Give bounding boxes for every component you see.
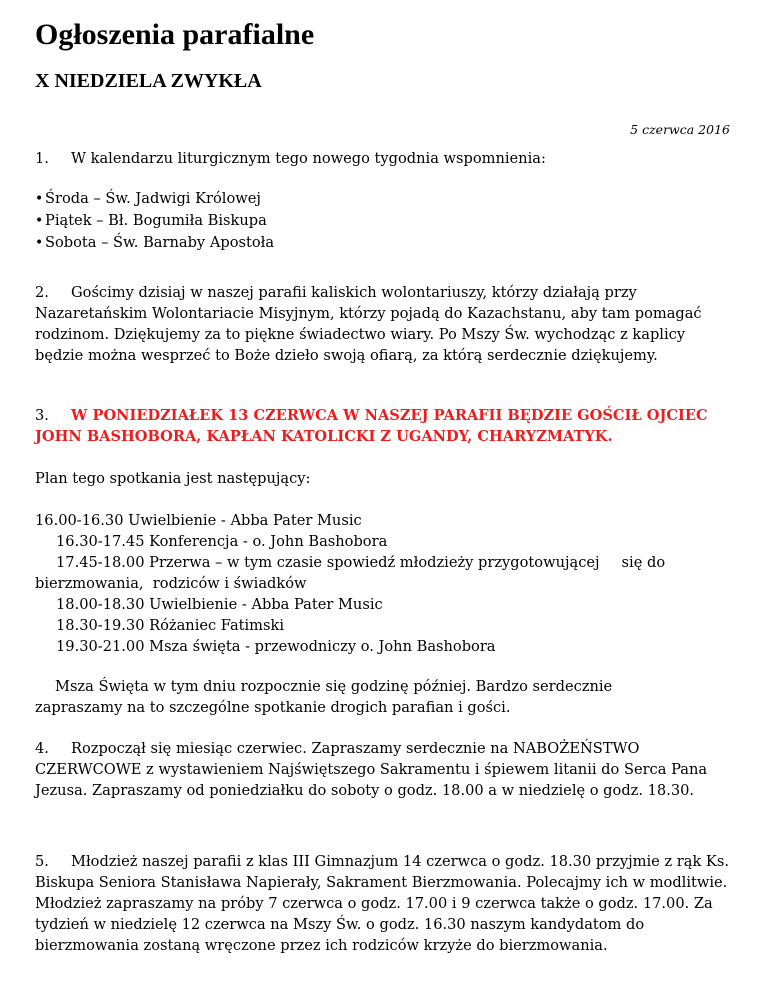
closing-note: Msza Święta w tym dniu rozpocznie się godzinę później. Bardzo serdecznie zapraszamy na to szczególne spotkanie drogich parafian i gości. — [35, 678, 613, 716]
announcement-5: 5. Młodzież naszej parafii z klas III Gimnazjum 14 czerwca o godz. 18.30 przyjmie z rąk Ks. Biskupa Seniora Stanisława Napierały, Sakrament Bierzmowania. Polecajmy ich w modlitwie. Młodzież zapraszamy na próby 7 czerwca o godz. 17.00 i 9 czerwca także o godz. 17.00. Za tydzień w niedzielę 12 czerwca na Mszy Św. o godz. 16.30 naszym kandydatom do bierzmowania zostaną wręczone przez ich rodziców krzyże do bierzmowania. — [35, 853, 729, 954]
announcement-4: 4. Rozpoczął się miesiąc czerwiec. Zapraszamy serdecznie na NABOŻEŃSTWO CZERWCOWE z wystawieniem Najświętszego Sakramentu i śpiewem litanii do Serca Pana Jezusa. Zapraszamy od poniedziałku do soboty o godz. 18.00 a w niedzielę o godz. 18.30. — [35, 740, 708, 799]
schedule-row: 18.00-18.30 Uwielbienie - Abba Pater Music — [56, 596, 383, 613]
schedule-row: bierzmowania, rodziców i świadków — [35, 575, 307, 592]
page-subtitle: X NIEDZIELA ZWYKŁA — [35, 70, 262, 92]
list-item: • Piątek – Bł. Bogumiła Biskupa — [35, 210, 274, 232]
schedule-row: 16.30-17.45 Konferencja - o. John Bashobora — [56, 533, 388, 550]
page-title: Ogłoszenia parafialne — [35, 18, 315, 51]
memorials-list — [35, 188, 274, 254]
announcement-3: 3. W PONIEDZIAŁEK 13 CZERWCA W NASZEJ PARAFII BĘDZIE GOŚCIŁ OJCIEC JOHN BASHOBORA, KAPŁAN KATOLICKI Z UGANDY, CHARYZMATYK. — [35, 407, 708, 445]
schedule-row: 16.00-16.30 Uwielbienie - Abba Pater Music — [35, 512, 362, 529]
schedule-row: 19.30-21.00 Msza święta - przewodniczy o. John Bashobora — [56, 638, 496, 655]
announcement-3-headline: W PONIEDZIAŁEK 13 CZERWCA W NASZEJ PARAFII BĘDZIE GOŚCIŁ OJCIEC JOHN BASHOBORA, KAPŁAN KATOLICKI Z UGANDY, CHARYZMATYK. — [35, 407, 708, 445]
schedule-row: 17.45-18.00 Przerwa – w tym czasie spowiedź młodzieży przygotowującej się do — [56, 554, 666, 571]
announcement-1: 1. W kalendarzu liturgicznym tego nowego tygodnia wspomnienia: — [35, 150, 546, 167]
date: 5 czerwca 2016 — [630, 122, 730, 137]
list-item: • Środa – Św. Jadwigi Królowej — [35, 188, 274, 210]
schedule — [35, 510, 665, 657]
schedule-row: 18.30-19.30 Różaniec Fatimski — [56, 617, 285, 634]
announcement-2: 2. Gościmy dzisiaj w naszej parafii kaliskich wolontariuszy, którzy działają przy Nazaretańskim Wolontariacie Misyjnym, którzy pojadą do Kazachstanu, aby tam pomagać rodzinom. Dziękujemy za to piękne świadectwo wiary. Po Mszy Św. wychodząc z kaplicy będzie można wesprzeć to Boże dzieło swoją ofiarą, za którą serdecznie dziękujemy. — [35, 284, 702, 364]
list-item: • Sobota – Św. Barnaby Apostoła — [35, 232, 274, 254]
plan-intro: Plan tego spotkania jest następujący: — [35, 470, 311, 487]
